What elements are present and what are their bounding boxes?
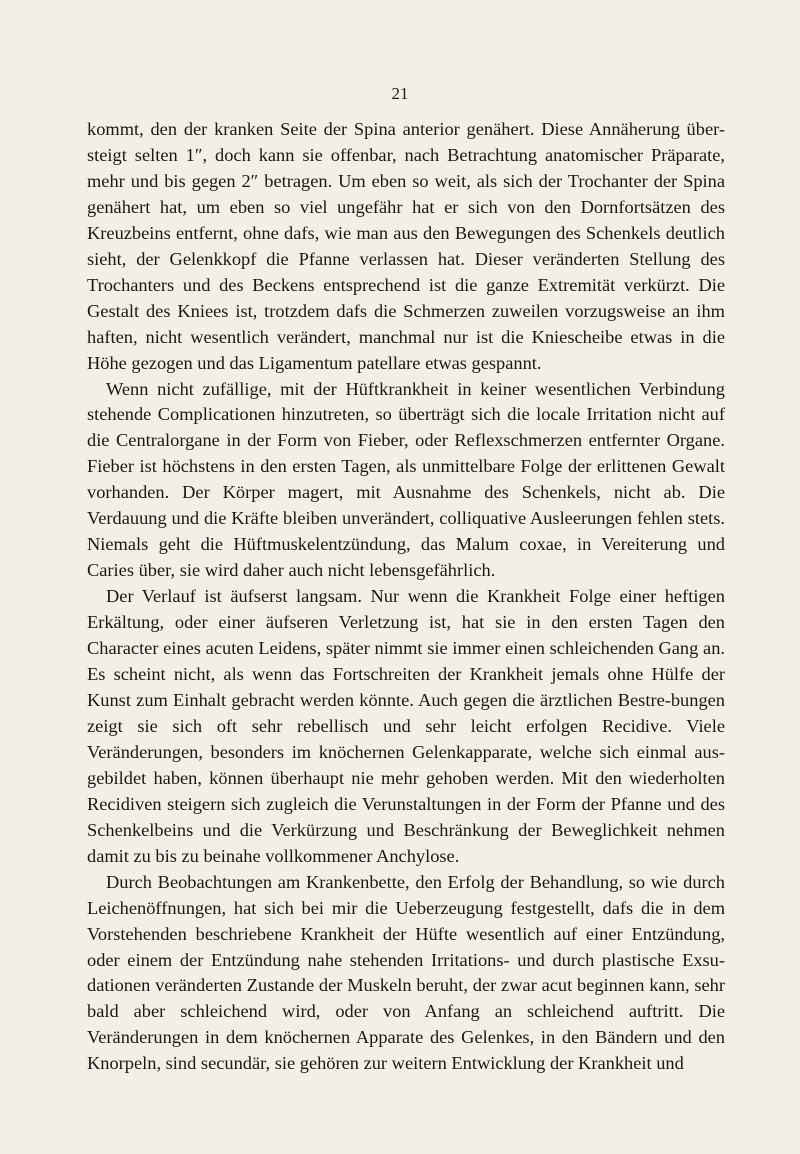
paragraph-4: Durch Beobachtungen am Krankenbette, den Erfolg der Behandlung, so wie durch Leichenöffnungen, hat sich bei mir die Ueberzeugung festgestellt, dafs die in dem Vorstehenden beschriebene Krankheit der Hüfte wesentlich auf einer Entzündung, oder einem der Entzündung nahe stehenden Irritations- und durch plastische Exsu-dationen veränderten Zustande der Muskeln beruht, der zwar acut beginnen kann, sehr bald aber schleichend wird, oder von Anfang an schleichend auftritt. Die Veränderungen in dem knöchernen Apparate des Gelenkes, in den Bändern und den Knorpeln, sind secundär, sie gehören zur weitern Entwicklung der Krankheit und (87, 871, 725, 1074)
paragraph-1: kommt, den der kranken Seite der Spina anterior genähert. Diese Annäherung über-steigt selten 1″, doch kann sie offenbar, nach Betrachtung anatomischer Präparate, mehr und bis gegen 2″ betragen. Um eben so weit, als sich der Trochanter der Spina genähert hat, um eben so viel ungefähr hat er sich von den Dornfortsätzen des Kreuzbeins entfernt, ohne dafs, wie man aus den Bewegungen des Schenkels deutlich sieht, der Gelenkkopf die Pfanne verlassen hat. Dieser veränderten Stellung des Trochanters und des Beckens entsprechend ist die ganze Extremität verkürzt. Die Gestalt des Kniees ist, trotzdem dafs die Schmerzen zuweilen vorzugsweise an ihm haften, nicht wesentlich verändert, manchmal nur ist die Kniescheibe etwas in die Höhe gezogen und das Ligamentum patellare etwas gespannt. (87, 119, 725, 373)
paragraph-2: Wenn nicht zufällige, mit der Hüftkrankheit in keiner wesentlichen Verbindung stehende Complicationen hinzutreten, so überträgt sich die locale Irritation nicht auf die Centralorgane in der Form von Fieber, oder Reflexschmerzen entfernter Organe. Fieber ist höchstens in den ersten Tagen, als unmittelbare Folge der erlittenen Gewalt vorhanden. Der Körper magert, mit Ausnahme des Schenkels, nicht ab. Die Verdauung und die Kräfte bleiben unverändert, colliquative Ausleerungen fehlen stets. Niemals geht die Hüftmuskelentzündung, das Malum coxae, in Vereiterung und Caries über, sie wird daher auch nicht lebensgefährlich. (87, 378, 725, 581)
body-text (87, 117, 725, 1077)
paragraph-3: Der Verlauf ist äufserst langsam. Nur wenn die Krankheit Folge einer heftigen Erkältung, oder einer äufseren Verletzung ist, hat sie in den ersten Tagen den Character eines acuten Leidens, später nimmt sie immer einen schleichenden Gang an. Es scheint nicht, als wenn das Fortschreiten der Krankheit jemals ohne Hülfe der Kunst zum Einhalt gebracht werden könnte. Auch gegen die ärztlichen Bestre-bungen zeigt sie sich oft sehr rebellisch und sehr leicht erfolgen Recidive. Viele Veränderungen, besonders im knöchernen Gelenkapparate, welche sich einmal aus-gebildet haben, können überhaupt nie mehr gehoben werden. Mit den wiederholten Recidiven steigern sich zugleich die Verunstaltungen in der Form der Pfanne und des Schenkelbeins und die Verkürzung und Beschränkung der Beweglichkeit nehmen damit zu bis zu beinahe vollkommener Anchylose. (87, 586, 725, 866)
page-number: 21 (391, 84, 409, 103)
